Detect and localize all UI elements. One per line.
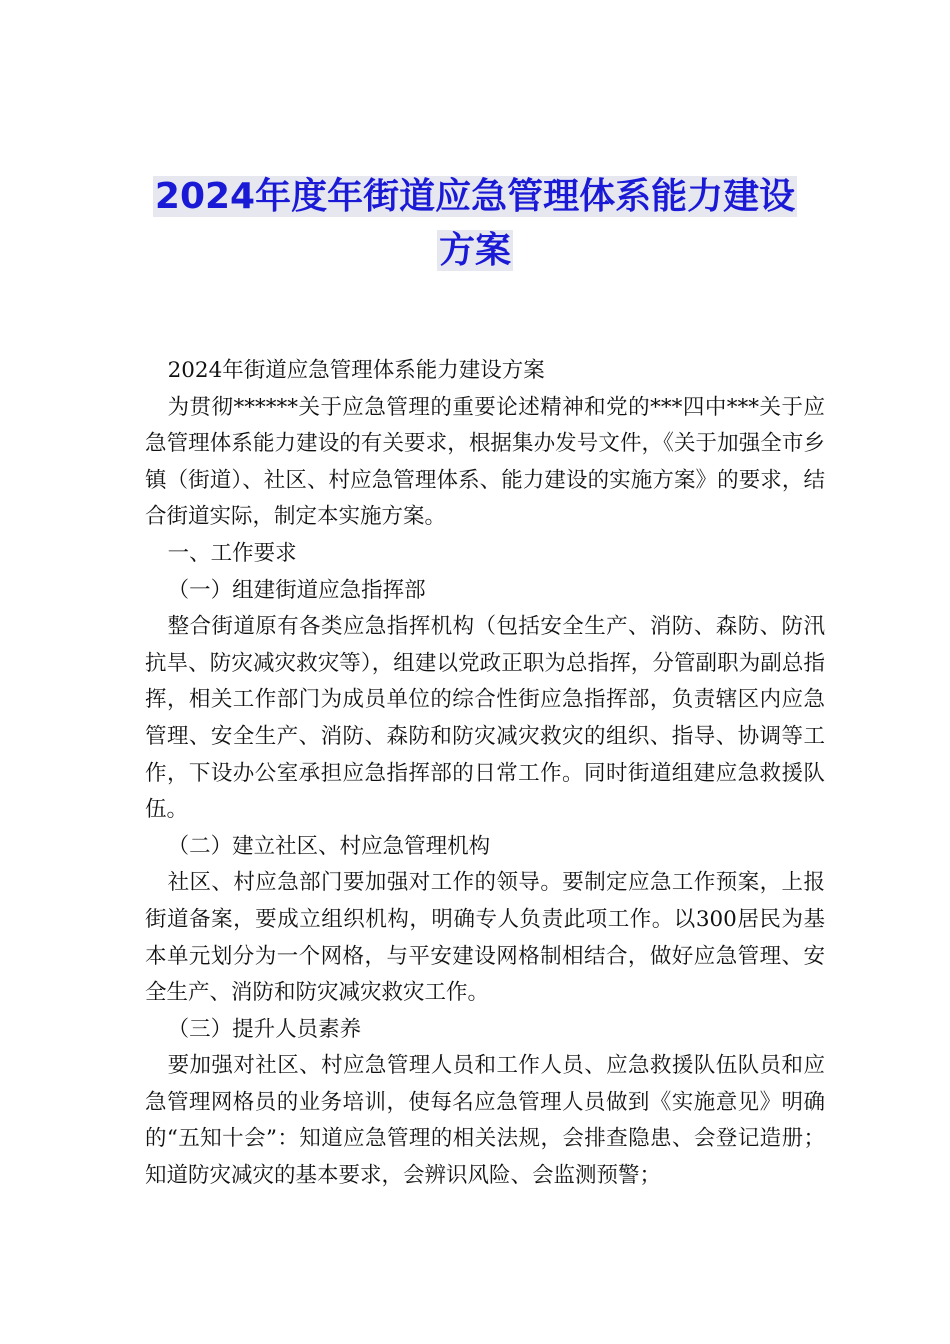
paragraph-1: 整合街道原有各类应急指挥机构（包括安全生产、消防、森防、防汛抗旱、防灾减灾救灾等），组建以党政正职为总指挥，分管副职为副总指挥，相关工作部门为成员单位的综合性街应急指挥部，负责辖区内应急管理、安全生产、消防、森防和防灾减灾救灾的组织、指导、协调等工作，下设办公室承担应急指挥部的日常工作。同时街道组建应急救援队伍。 xyxy=(145,614,825,823)
paragraph-intro: 为贯彻******关于应急管理的重要论述精神和党的***四中***关于应急管理体系能力建设的有关要求，根据集办发号文件，《关于加强全市乡镇（街道）、社区、村应急管理体系、能力建设的实施方案》的要求，结合街道实际，制定本实施方案。 xyxy=(145,394,825,530)
subheading-3: （三）提升人员素养 xyxy=(167,1016,362,1042)
title-line-1: 2024年度年街道应急管理体系能力建设 xyxy=(154,176,796,217)
section-heading-work-requirements: 一、工作要求 xyxy=(167,540,297,566)
subheading-2: （二）建立社区、村应急管理机构 xyxy=(167,833,491,859)
document-body xyxy=(145,353,825,1195)
paragraph-doc-name: 2024年街道应急管理体系能力建设方案 xyxy=(167,358,545,383)
paragraph-2: 社区、村应急部门要加强对工作的领导。要制定应急工作预案，上报街道备案，要成立组织机构，明确专人负责此项工作。以300居民为基本单元划分为一个网格，与平安建设网格制相结合，做好应急管理、安全生产、消防和防灾减灾救灾工作。 xyxy=(145,870,825,1006)
paragraph-3: 要加强对社区、村应急管理人员和工作人员、应急救援队伍队员和应急管理网格员的业务培训，使每名应急管理人员做到《实施意见》明确的“五知十会”：知道应急管理的相关法规，会排查隐患、会登记造册；知道防灾减灾的基本要求，会辨识风险、会监测预警； xyxy=(145,1053,825,1189)
title-line-2: 方案 xyxy=(438,230,511,271)
document-title xyxy=(120,170,830,278)
subheading-1: （一）组建街道应急指挥部 xyxy=(167,577,426,603)
